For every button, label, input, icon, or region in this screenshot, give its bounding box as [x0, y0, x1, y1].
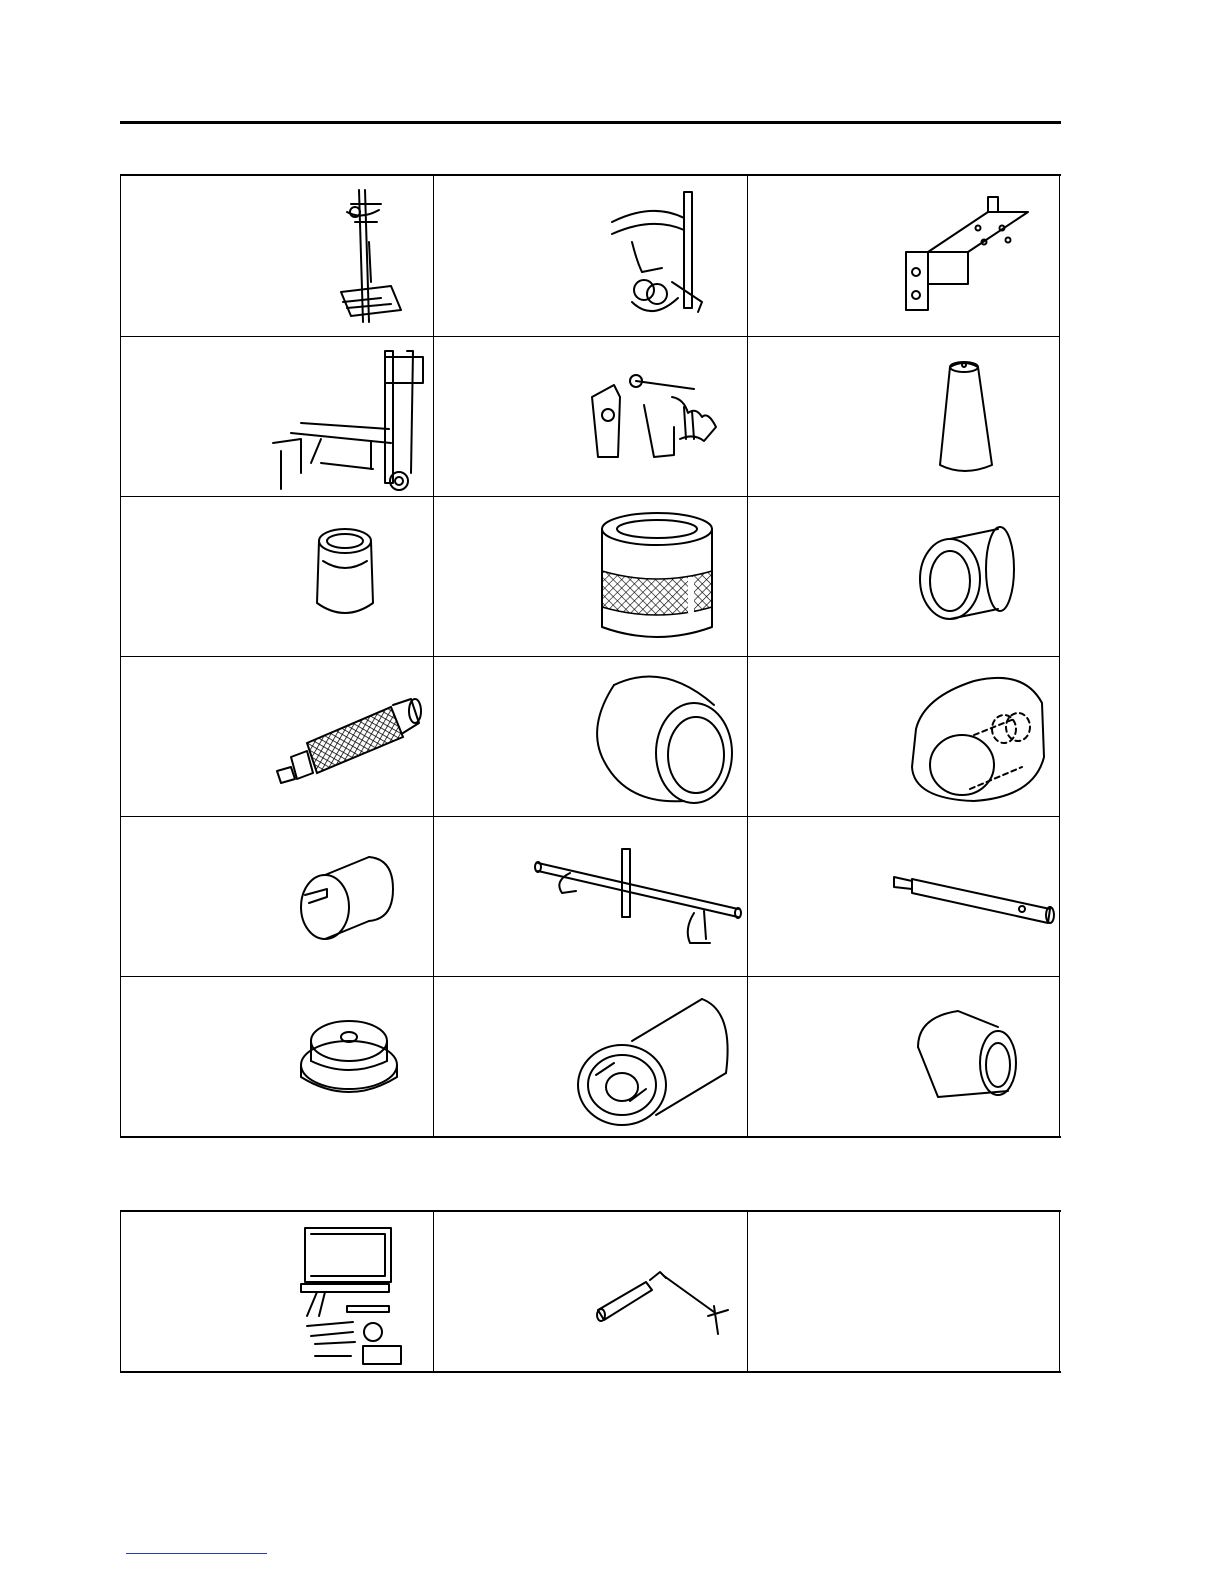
tool-cell	[747, 656, 1060, 816]
tool-cell	[433, 496, 747, 656]
flanged-sleeve-icon	[912, 519, 1022, 629]
tool-cell	[120, 336, 433, 496]
tool-cell	[747, 976, 1060, 1136]
tool-cell	[433, 176, 747, 336]
large-sleeve-icon	[584, 665, 744, 810]
tool-cell	[120, 496, 433, 656]
empty-tool-cell	[747, 1212, 1060, 1371]
tool-cell	[120, 176, 433, 336]
flanged-adapter-icon	[574, 991, 734, 1131]
slotted-sleeve-icon	[904, 667, 1054, 807]
bent-lever-tool-icon	[594, 1262, 734, 1342]
ball-joint-separator-icon	[584, 367, 734, 467]
knurled-driver-icon	[271, 687, 431, 787]
spring-compressor-stand-icon	[321, 182, 421, 332]
tool-cell	[747, 336, 1060, 496]
tapered-guide-icon	[934, 357, 1004, 477]
tool-kit-case-icon	[297, 1220, 417, 1366]
header-rule	[120, 121, 1061, 124]
tool-cell	[747, 496, 1060, 656]
tool-cell	[433, 976, 747, 1136]
bushing-cup-icon	[305, 523, 385, 623]
mounting-bracket-icon	[898, 192, 1038, 322]
tool-cell	[433, 656, 747, 816]
knurled-sleeve-icon	[592, 507, 722, 647]
tool-cell	[433, 816, 747, 976]
tool-cell	[433, 336, 747, 496]
additional-tools-table	[120, 1210, 1061, 1373]
drift-pin-icon	[888, 857, 1058, 937]
stepped-disc-icon	[297, 1007, 407, 1107]
tool-cell	[120, 1212, 433, 1371]
spring-compressor-clamp-icon	[602, 182, 732, 332]
short-tube-icon	[908, 1007, 1028, 1107]
tool-cell	[120, 816, 433, 976]
split-sleeve-icon	[297, 845, 397, 945]
tool-cell	[120, 976, 433, 1136]
footer-link-underline[interactable]	[126, 1553, 267, 1554]
tool-cell	[747, 816, 1060, 976]
tool-cell	[433, 1212, 747, 1371]
tool-cell	[747, 176, 1060, 336]
tool-cell	[120, 656, 433, 816]
special-tools-table	[120, 174, 1061, 1138]
press-frame-cart-icon	[261, 343, 431, 493]
puller-bar-icon	[534, 839, 744, 959]
